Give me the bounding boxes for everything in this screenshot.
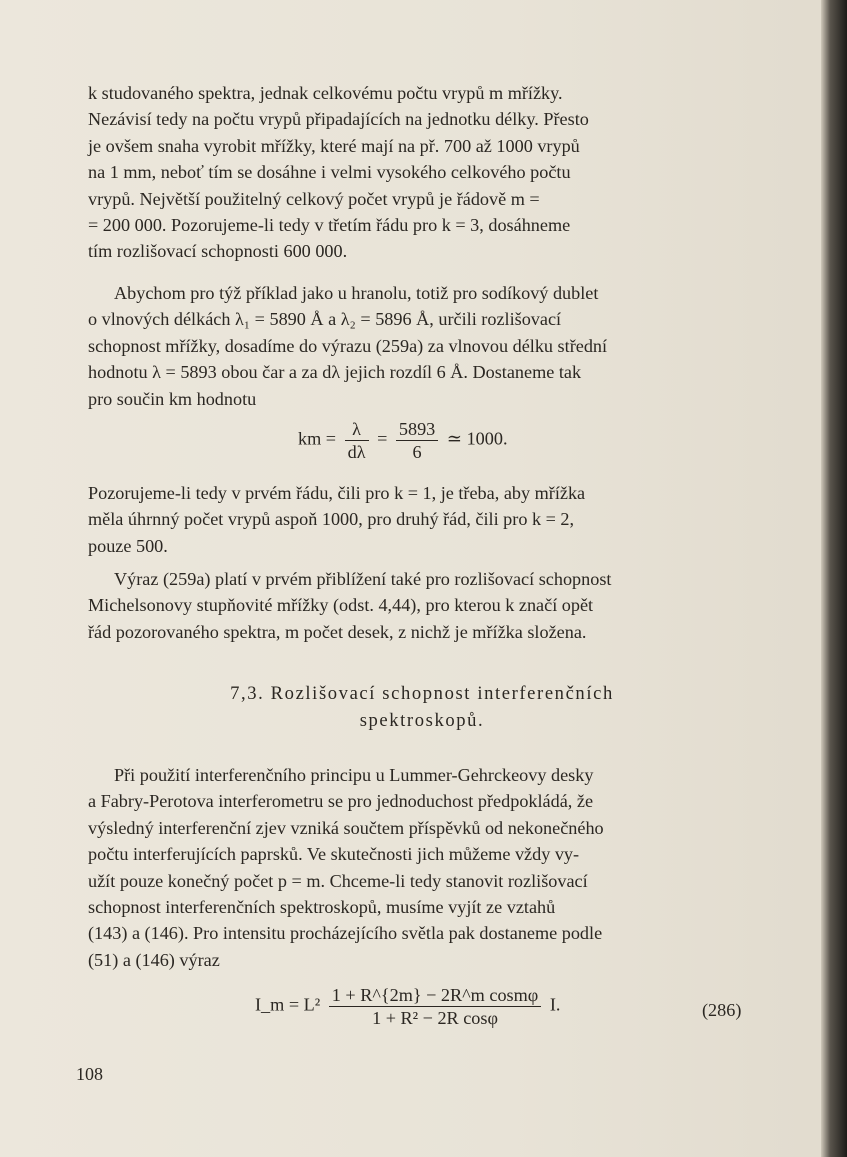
eq1-frac2-denominator: 6 [412, 442, 422, 462]
paragraph-2 [88, 280, 756, 412]
p1-line-5: vrypů. Největší použitelný celkový počet vrypů je řádově m = [88, 188, 540, 209]
p5-line-8: (51) a (146) výraz [88, 949, 220, 970]
book-spine-shadow [821, 0, 847, 1157]
p5-line-3: výsledný interferenční zjev vzniká součtem příspěvků od nekonečného [88, 817, 604, 838]
p3-line-2: měla úhrnný počet vrypů aspoň 1000, pro druhý řád, čili pro k = 2, [88, 509, 575, 530]
p5-line-7: (143) a (146). Pro intensitu procházejícího světla pak dostaneme podle [88, 923, 603, 944]
p3-line-1: Pozorujeme-li tedy v prvém řádu, čili pro k = 1, je třeba, aby mřížka [88, 483, 586, 503]
p5-line-6: schopnost interferenčních spektroskopů, musíme vyjít ze vztahů [88, 897, 556, 918]
p1-line-7: tím rozlišovací schopnosti 600 000. [88, 241, 348, 262]
p5-line-1: Při použití interferenčního principu u Lummer-Gehrckeovy desky [114, 765, 594, 785]
p2-line-5: pro součin km hodnotu [88, 388, 257, 409]
p1-line-6: = 200 000. Pozorujeme-li tedy v třetím řádu pro k = 3, dosáhneme [88, 215, 571, 236]
p5-line-2: a Fabry-Perotova interferometru se pro jednoduchost předpokládá, že [88, 791, 594, 812]
equation-number: (286) [702, 1000, 742, 1020]
p2-line-4: hodnotu λ = 5893 obou čar a za dλ jejich rozdíl 6 Å. Dostaneme tak [88, 362, 582, 383]
eq2-lhs: I_m = L² [255, 994, 321, 1015]
equation-286 [255, 984, 560, 1029]
eq1-frac1-numerator: λ [345, 418, 369, 441]
eq1-fraction-values [396, 418, 438, 463]
p4-line-2: Michelsonovy stupňovité mřížky (odst. 4,44), pro kterou k značí opět [88, 595, 594, 616]
eq1-lhs: km = [298, 428, 337, 449]
p2-line-3: schopnost mřížky, dosadíme do výrazu (259a) za vlnovou délku střední [88, 335, 608, 356]
section-heading [88, 680, 756, 734]
eq1-frac2-numerator: 5893 [396, 418, 438, 441]
p1-line-3: je ovšem snaha vyrobit mřížky, které mají na př. 700 až 1000 vrypů [88, 135, 580, 156]
eq1-fraction-lambda [345, 418, 369, 463]
p2-line-2: o vlnových délkách λ₁ = 5890 Å a λ₂ = 5896 Å, určili rozlišovací [88, 309, 562, 330]
p5-line-4: počtu interferujících paprsků. Ve skutečnosti jich můžeme vždy vy- [88, 844, 580, 865]
eq2-numerator: 1 + R^{2m} − 2R^m cosmφ [329, 984, 542, 1007]
eq2-rhs: I. [549, 994, 561, 1015]
paragraph-5 [88, 762, 756, 973]
eq2-fraction [329, 984, 542, 1029]
heading-line-1: 7,3. Rozlišovací schopnost interferenčních [230, 683, 614, 704]
paragraph-3 [88, 480, 756, 559]
page-number: 108 [76, 1064, 103, 1084]
p4-line-3: řád pozorovaného spektra, m počet desek, z nichž je mřížka složena. [88, 621, 587, 642]
p5-line-5: užít pouze konečný počet p = m. Chceme-li tedy stanovit rozlišovací [88, 870, 588, 891]
p4-line-1: Výraz (259a) platí v prvém přiblížení také pro rozlišovací schopnost [114, 569, 612, 589]
heading-line-2: spektroskopů. [359, 710, 485, 731]
p3-line-3: pouze 500. [88, 535, 168, 556]
eq1-equals: = [377, 428, 388, 449]
eq1-frac1-denominator: dλ [347, 442, 366, 462]
p1-line-4: na 1 mm, neboť tím se dosáhne i velmi vysokého celkového počtu [88, 162, 571, 183]
equation-km [298, 418, 508, 463]
p2-line-1: Abychom pro týž příklad jako u hranolu, totiž pro sodíkový dublet [114, 283, 599, 303]
p1-line-1: k studovaného spektra, jednak celkovému počtu vrypů m mřížky. [88, 83, 563, 103]
p1-line-2: Nezávisí tedy na počtu vrypů připadajících na jednotku délky. Přesto [88, 109, 589, 130]
paragraph-4 [88, 566, 756, 645]
eq2-denominator: 1 + R² − 2R cosφ [372, 1008, 498, 1028]
eq1-rhs: ≃ 1000. [446, 428, 508, 449]
paragraph-1 [88, 80, 756, 265]
